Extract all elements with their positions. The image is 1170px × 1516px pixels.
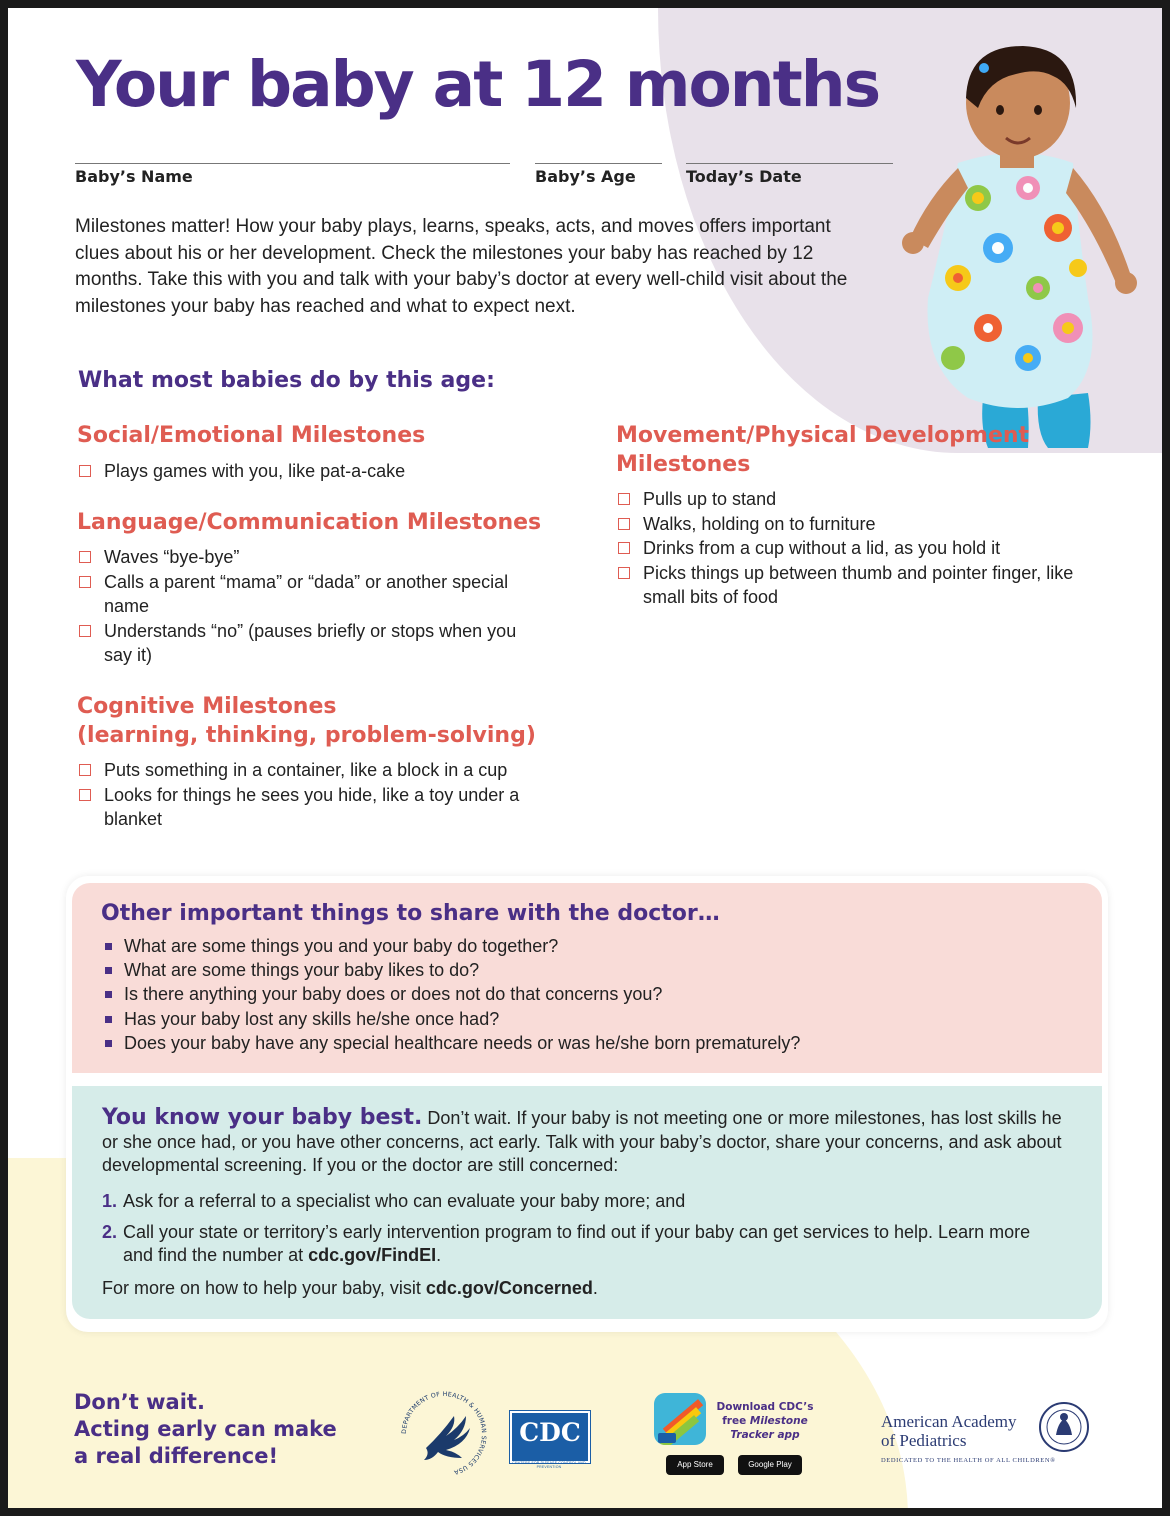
checkbox-icon[interactable] — [79, 625, 91, 637]
hhs-ring-text: DEPARTMENT OF HEALTH & HUMAN SERVICES USA — [400, 1390, 488, 1476]
cdc-logo — [510, 1411, 590, 1463]
google-play-badge[interactable]: Google Play — [738, 1455, 802, 1475]
checkbox-icon[interactable] — [79, 551, 91, 563]
concerned-link[interactable]: cdc.gov/Concerned — [425, 1278, 593, 1298]
baby-name-line — [75, 163, 510, 164]
findei-link[interactable]: cdc.gov/FindEI — [308, 1244, 437, 1265]
dont-wait-message: Don’t wait. Acting early can make a real difference! — [74, 1390, 337, 1468]
milestone-item: Calls a parent “mama” or “dada” or another special name — [75, 570, 545, 619]
checkbox-icon[interactable] — [79, 789, 91, 801]
intro-paragraph: Milestones matter! How your baby plays, learns, speaks, acts, and moves offers important clues about his or her development. Check the milestones your baby has reached by 12 months. Take this with you and talk with your baby’s doctor at every well-child visit about the milestones your baby has reached and what to expect next. — [75, 216, 848, 317]
checkbox-icon[interactable] — [618, 567, 630, 579]
baby-age-line — [535, 163, 662, 164]
aap-logo-text: American Academy of Pediatrics — [881, 1412, 1017, 1450]
language-communication-list — [75, 545, 545, 668]
movement-physical-list — [614, 487, 1084, 610]
milestone-item: Waves “bye-bye” — [75, 545, 545, 570]
checkbox-icon[interactable] — [618, 542, 630, 554]
page-title: Your baby at 12 months — [76, 48, 880, 121]
checkbox-icon[interactable] — [79, 465, 91, 477]
step-two — [102, 1221, 1062, 1266]
milestone-item: Picks things up between thumb and pointer finger, like small bits of food — [614, 561, 1084, 610]
know-your-baby-body: Don’t wait. If your baby is not meeting one or more milestones, has lost skills he or she once had, or you have other concerns, act early. Talk with your baby’s doctor, share your concerns, and ask about developmental screening. If you or the doctor are still concerned: — [102, 1108, 1062, 1175]
list-item: What are some things you and your baby do together? — [103, 934, 800, 958]
hhs-seal-icon — [396, 1386, 492, 1482]
more-info-line: For more on how to help your baby, visit cdc.gov/Concerned. — [102, 1278, 598, 1298]
milestone-item: Pulls up to stand — [614, 487, 1084, 512]
aap-tagline: DEDICATED TO THE HEALTH OF ALL CHILDREN® — [881, 1457, 1056, 1464]
baby-photo — [888, 38, 1158, 448]
cognitive-heading-line1: Cognitive Milestones — [77, 694, 337, 719]
step-text: Ask for a referral to a specialist who can evaluate your baby more; and — [123, 1191, 686, 1211]
section-title: What most babies do by this age: — [78, 368, 495, 393]
cognitive-heading-line2: (learning, thinking, problem-solving) — [77, 723, 536, 748]
movement-physical-heading — [616, 421, 1029, 479]
milestone-tracker-app-icon[interactable] — [654, 1393, 706, 1445]
checkbox-icon[interactable] — [79, 764, 91, 776]
milestone-item: Understands “no” (pauses briefly or stops when you say it) — [75, 619, 545, 668]
todays-date-line — [686, 163, 893, 164]
milestone-item: Walks, holding on to furniture — [614, 512, 1084, 537]
checkbox-icon[interactable] — [618, 518, 630, 530]
cognitive-heading — [77, 692, 536, 750]
language-communication-heading: Language/Communication Milestones — [77, 510, 542, 535]
milestone-item: Drinks from a cup without a lid, as you hold it — [614, 536, 1084, 561]
checkbox-icon[interactable] — [79, 576, 91, 588]
milestone-item: Looks for things he sees you hide, like a toy under a blanket — [75, 783, 545, 832]
know-your-baby-heading: You know your baby best. — [102, 1105, 423, 1130]
step-number: 2. — [102, 1222, 118, 1242]
social-emotional-list — [75, 459, 545, 484]
milestone-item: Plays games with you, like pat-a-cake — [75, 459, 545, 484]
baby-name-label: Baby’s Name — [75, 167, 193, 186]
list-item: Does your baby have any special healthcare needs or was he/she born prematurely? — [103, 1031, 800, 1055]
baby-age-label: Baby’s Age — [535, 167, 636, 186]
other-things-heading: Other important things to share with the doctor… — [101, 901, 720, 926]
list-item: Has your baby lost any skills he/she once had? — [103, 1007, 800, 1031]
know-your-baby-paragraph — [102, 1106, 1082, 1178]
todays-date-label: Today’s Date — [686, 167, 802, 186]
list-item: What are some things your baby likes to do? — [103, 958, 800, 982]
social-emotional-heading: Social/Emotional Milestones — [77, 423, 426, 448]
cognitive-list — [75, 758, 545, 832]
step-number: 1. — [102, 1191, 118, 1211]
app-store-badge[interactable]: App Store — [666, 1455, 724, 1475]
movement-heading-line1: Movement/Physical Development — [616, 423, 1030, 448]
list-item: Is there anything your baby does or does not do that concerns you? — [103, 982, 800, 1006]
document-page — [8, 8, 1162, 1508]
step-one — [102, 1190, 1062, 1213]
aap-seal-icon — [1038, 1401, 1090, 1453]
download-app-text: Download CDC’s free Milestone Tracker app — [716, 1401, 814, 1441]
step-text: Call your state or territory’s early intervention program to find out if your baby can get services to help. Learn more and find the number at cdc.gov/FindEI. — [123, 1222, 1031, 1265]
other-things-list — [103, 934, 800, 1055]
movement-heading-line2: Milestones — [616, 452, 751, 477]
checkbox-icon[interactable] — [618, 493, 630, 505]
cdc-logo-text: CDC — [519, 1418, 581, 1447]
cdc-logo-subtitle: CENTERS FOR DISEASE CONTROL AND PREVENTION — [512, 1461, 586, 1469]
milestone-item: Puts something in a container, like a block in a cup — [75, 758, 545, 783]
